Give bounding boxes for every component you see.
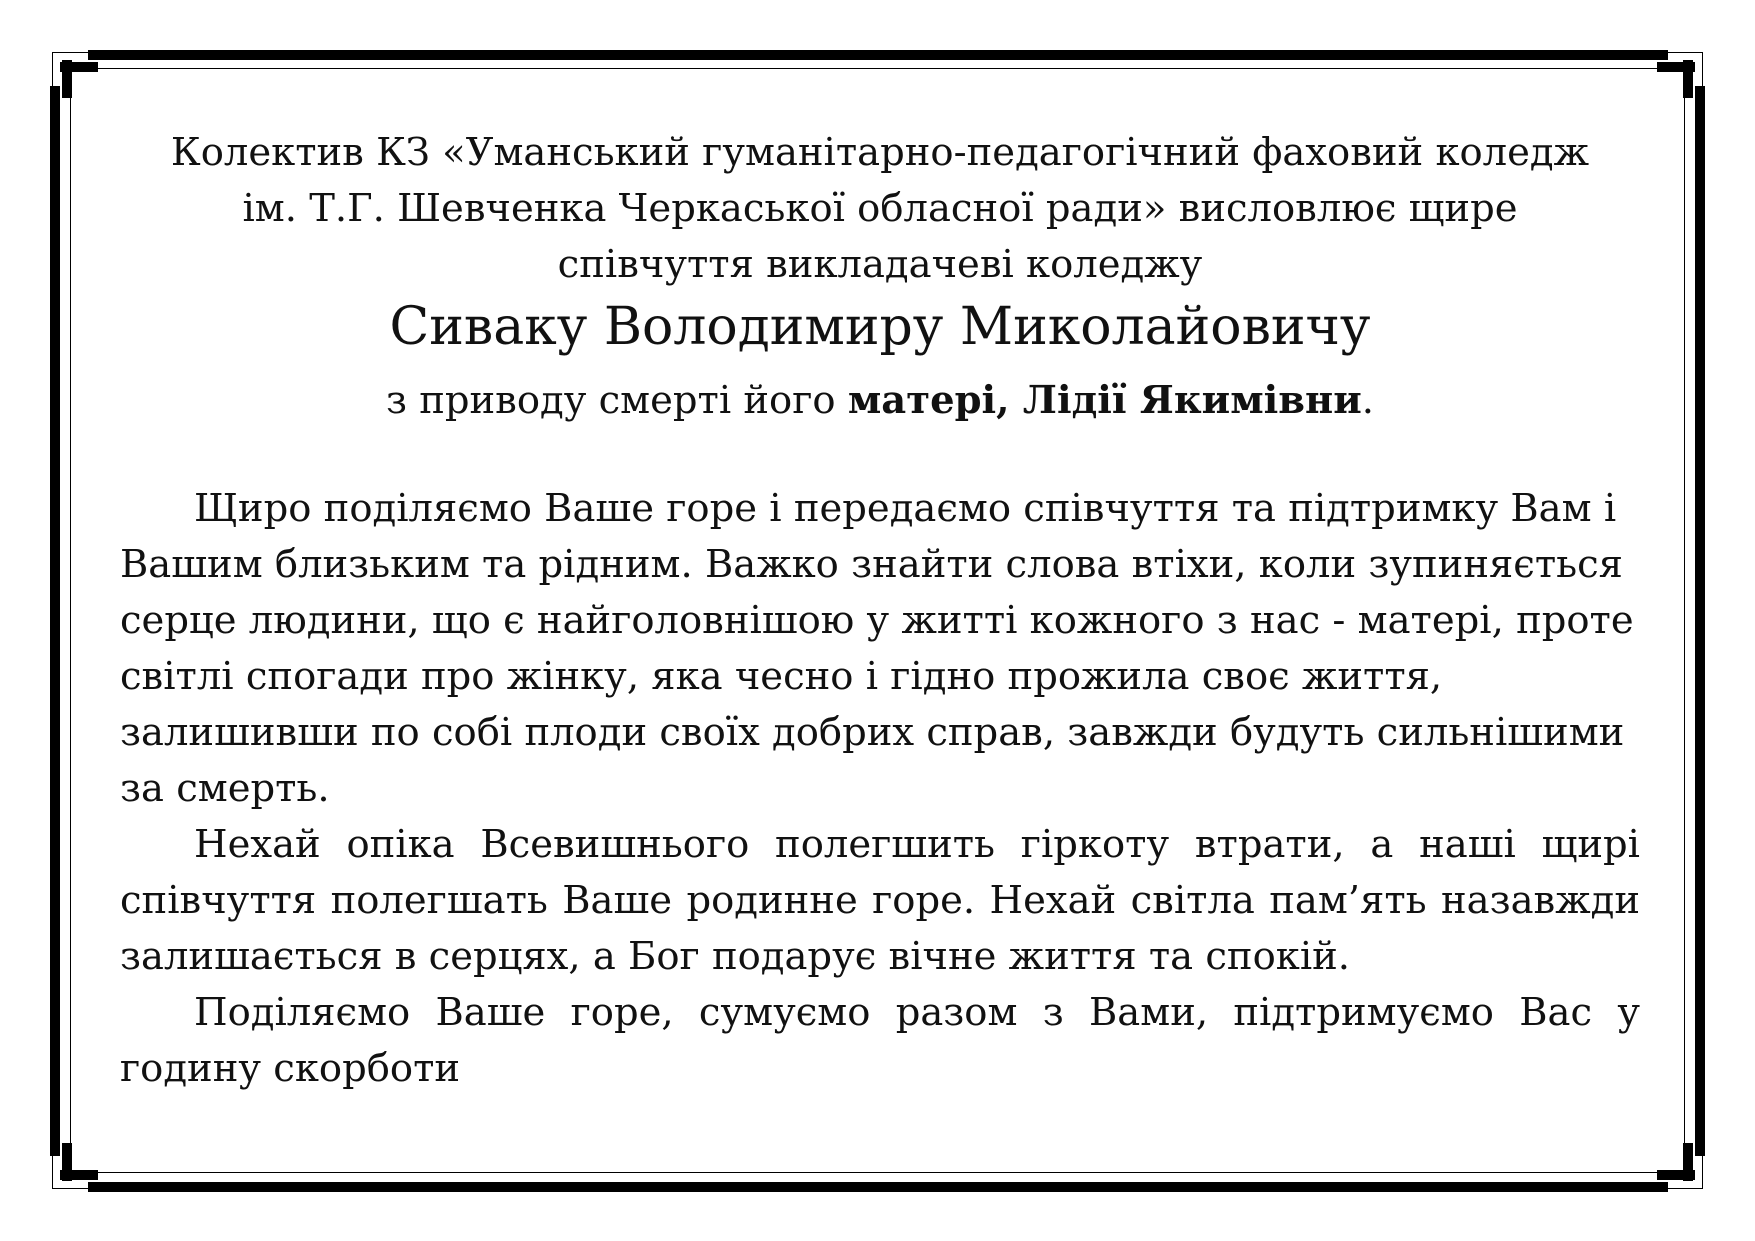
paragraph-2: Нехай опіка Всевишнього полегшить гіркоту втрати, а наші щирі співчуття полегшать Ваше родинне горе. Нехай світла пам’ять назавжди залишається в серцях, а Бог подарує вічне життя та спокій. xyxy=(120,822,1640,979)
reason-prefix: з приводу смерті його xyxy=(385,378,848,423)
paragraph-1: Щиро поділяємо Ваше горе і передаємо співчуття та підтримку Вам і Вашим близьким та рідним. Важко знайти слова втіхи, коли зупиняється серце людини, що є найголовнішою у житті кожного з нас - матері, проте світлі спогади про жінку, яка чесно і гідно прожила своє життя, залишивши по собі плоди своїх добрих справ, завжди будуть сильнішими за смерть. xyxy=(120,486,1634,811)
recipient-name: Сиваку Володимиру Миколайовичу xyxy=(389,297,1371,357)
header-line-2: ім. Т.Г. Шевченка Черкаської обласної ради» висловлює щире xyxy=(242,186,1518,231)
frame-corner-bottom-right xyxy=(1683,1143,1693,1181)
header-line-1: Колектив КЗ «Уманський гуманітарно-педагогічний фаховий коледж xyxy=(170,130,1590,175)
frame-corner-top-left xyxy=(62,60,72,98)
frame-top-bar xyxy=(88,50,1668,60)
reason-suffix: . xyxy=(1361,378,1375,423)
reason-bold: матері, Лідії Якимівни xyxy=(847,378,1362,423)
header-line-3: співчуття викладачеві коледжу xyxy=(557,242,1203,287)
frame-corner-bottom-left xyxy=(62,1143,72,1181)
reason-line xyxy=(120,373,1640,429)
frame-corner-top-right xyxy=(1683,60,1693,98)
frame-left-bar xyxy=(50,86,60,1156)
header-block xyxy=(120,125,1640,293)
message-body xyxy=(120,481,1640,1097)
frame-right-bar xyxy=(1695,86,1705,1156)
condolence-card xyxy=(120,125,1640,1097)
frame-bottom-bar xyxy=(88,1182,1668,1192)
paragraph-3: Поділяємо Ваше горе, сумуємо разом з Вами, підтримуємо Вас у годину скорботи xyxy=(120,990,1640,1091)
